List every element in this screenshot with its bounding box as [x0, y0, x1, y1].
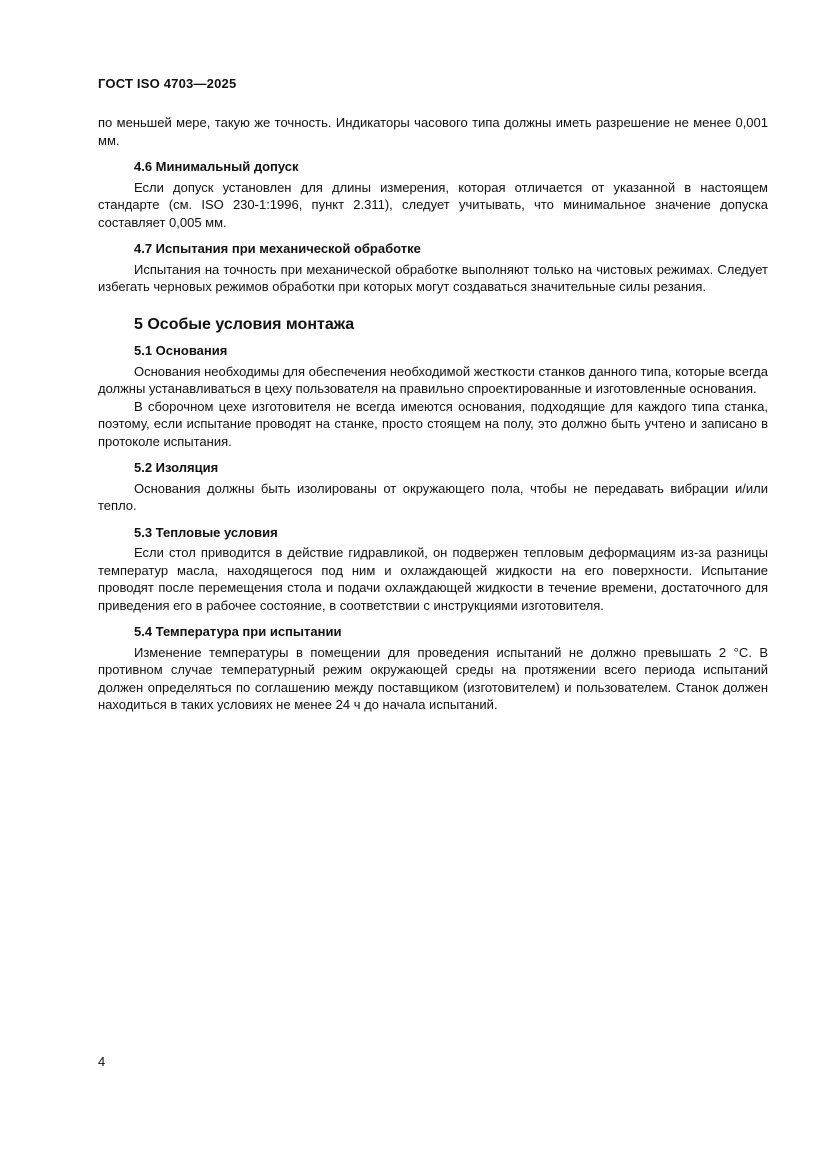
standard-code-header: ГОСТ ISO 4703—2025 — [98, 76, 237, 91]
section-5-2-text: Основания должны быть изолированы от окружающего пола, чтобы не передавать вибрации и/или тепло. — [98, 480, 768, 513]
section-5-3-heading: 5.3 Тепловые условия — [134, 524, 278, 540]
section-4-7-text: Испытания на точность при механической обработке выполняют только на чистовых режимах. Следует избегать черновых режимов обработки при которых могут создаваться значительные силы резания. — [98, 261, 768, 294]
section-5-1-text-2: В сборочном цехе изготовителя не всегда имеются основания, подходящие для каждого типа станка, поэтому, если испытание проводят на станке, просто стоящем на полу, это должно быть учтено и записано в протоколе испытания. — [98, 398, 768, 449]
section-5-heading: 5 Особые условия монтажа — [134, 315, 355, 333]
intro-paragraph: по меньшей мере, такую же точность. Индикаторы часового типа должны иметь разрешение не менее 0,001 мм. — [98, 115, 768, 148]
section-4-7-heading: 4.7 Испытания при механической обработке — [134, 241, 421, 256]
section-5-1-heading: 5.1 Основания — [134, 343, 228, 358]
section-5-4-text: Изменение температуры в помещении для проведения испытаний не должно превышать 2 °С. В противном случае температурный режим окружающей среды на протяжении всего периода испытаний должен определяться по соглашению между поставщиком (изготовителем) и пользователем. Станок должен находиться в таких условиях не менее 24 ч до начала испытаний. — [98, 644, 768, 712]
section-5-2-heading: 5.2 Изоляция — [134, 460, 219, 475]
section-4-6-heading: 4.6 Минимальный допуск — [134, 159, 299, 174]
section-4-6-text: Если допуск установлен для длины измерения, которая отличается от указанной в настоящем стандарте (см. ISO 230-1:1996, пункт 2.311), следует учитывать, что минимальное значение допуска составляет 0,005 мм. — [98, 179, 768, 230]
page-number: 4 — [98, 1054, 106, 1069]
section-5-3-text: Если стол приводится в действие гидравликой, он подвержен тепловым деформациям из-за разницы температур масла, находящегося под ним и охлаждающей жидкости на его поверхности. Испытание проводят после перемещения стола и подачи охлаждающей жидкости в течение времени, достаточного для приведения его в рабочее состояние, в соответствии с инструкциями изготовителя. — [98, 545, 768, 613]
section-5-1-text-1: Основания необходимы для обеспечения необходимой жесткости станков данного типа, которые всегда должны устанавливаться в цеху пользователя на правильно спроектированные и изготовленные основания. — [98, 363, 768, 396]
section-5-4-heading: 5.4 Температура при испытании — [134, 624, 342, 639]
document-body — [98, 114, 768, 714]
